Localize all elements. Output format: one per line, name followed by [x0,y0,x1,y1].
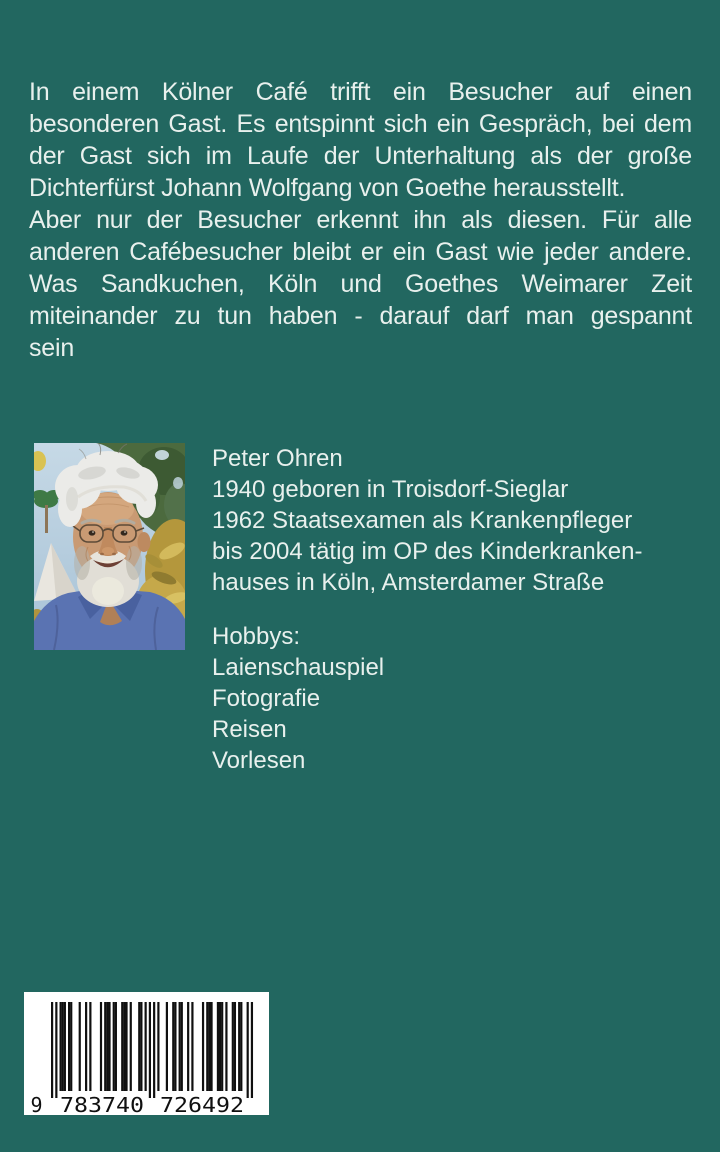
bio-line: 1940 geboren in Troisdorf-Sieglar [212,476,569,503]
author-photo [34,443,185,650]
barcode-svg [24,992,269,1115]
hobby-item: Fotografie [212,685,321,712]
author-photo-illustration [34,443,185,650]
hobby-item: Laienschauspiel [212,654,385,681]
blurb [29,76,692,364]
barcode-digits-right: 726492 [160,1093,244,1115]
blurb-line: besonderen Gast. Es entspinnt sich ein Gespräch, bei dem [29,110,692,138]
bio-line: bis 2004 tätig im OP des Kinderkranken- [212,538,643,565]
author-name: Peter Ohren [212,445,343,472]
blurb-line: der Gast sich im Laufe der Unterhaltung als der große [29,142,692,170]
hobbies-heading: Hobbys: [212,623,301,650]
barcode-digits-left: 783740 [60,1093,144,1115]
blurb-line: miteinander zu tun haben - darauf darf man gespannt [29,302,692,330]
blurb-line: sein [29,334,75,362]
author-bio [212,443,642,598]
barcode-digit-lead: 9 [30,1093,43,1115]
blurb-line: anderen Cafébesucher bleibt er ein Gast wie jeder andere. [29,238,692,266]
blurb-line: Dichterfürst Johann Wolfgang von Goethe herausstellt. [29,174,626,202]
isbn-barcode [24,992,269,1115]
hobby-item: Reisen [212,716,287,743]
author-hobbies [212,621,384,776]
barcode-bars [51,1002,253,1098]
blurb-line: Aber nur der Besucher erkennt ihn als diesen. Für alle [29,206,692,234]
blurb-line: Was Sandkuchen, Köln und Goethes Weimarer Zeit [29,270,692,298]
bio-line: hauses in Köln, Amsterdamer Straße [212,569,605,596]
hobby-item: Vorlesen [212,747,306,774]
bio-line: 1962 Staatsexamen als Krankenpfleger [212,507,633,534]
blurb-line: In einem Kölner Café trifft ein Besucher auf einen [29,78,692,106]
